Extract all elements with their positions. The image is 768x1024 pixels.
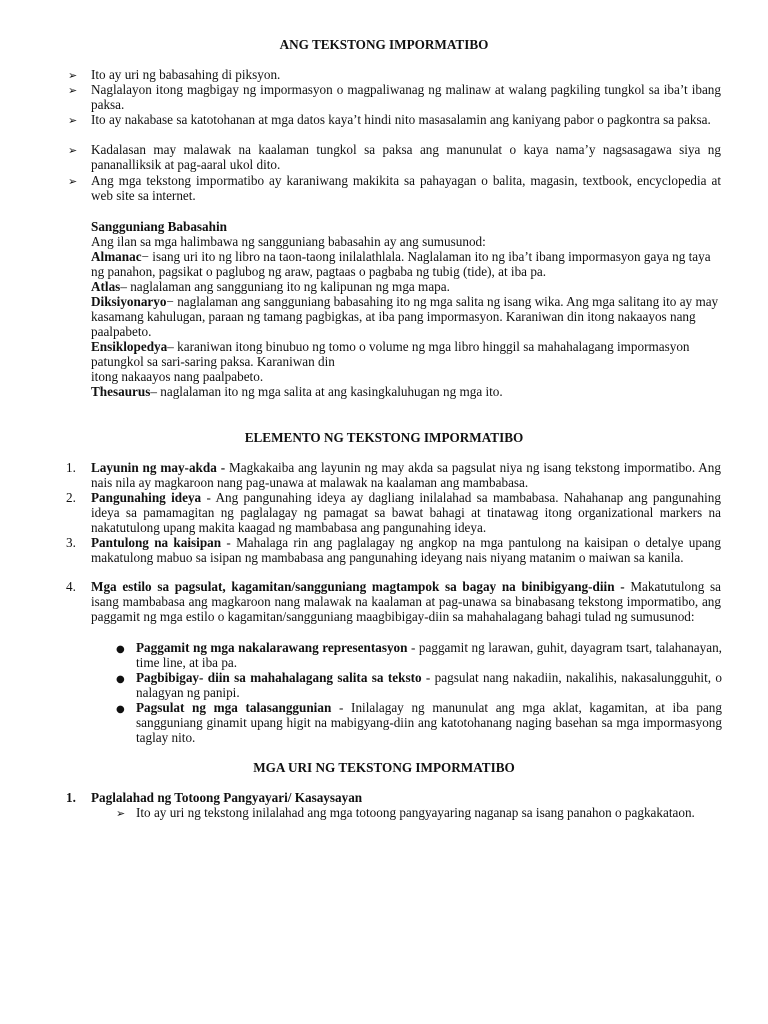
arrowhead-bullet-icon: ➢: [116, 807, 126, 820]
arrowhead-bullet-icon: ➢: [68, 114, 78, 127]
section-title: MGA URI NG TEKSTONG IMPORMATIBO: [253, 760, 515, 775]
definition-text: – naglalaman ito ng mga salita at ang kasingkaluhugan ng mga ito.: [150, 384, 503, 399]
definition-text: − naglalaman ang sangguniang babasahing ito ng mga salita ng isang wika. Ang mga salitang ito ay may kasamang kahulugan, paraan ng tamang pagbigkas, at iba pang impormasyon. Karaniwan din itong nakaayos nang paalpabeto.: [91, 294, 719, 339]
intro-bullet: Naglalayon itong magbigay ng impormasyon o magpaliwanag ng malinaw at walang pagkiling tungkol sa iba’t ibang paksa.: [91, 82, 721, 112]
definition-almanac: [91, 249, 721, 279]
arrowhead-bullet-icon: ➢: [68, 84, 78, 97]
item-text: Makatutulong sa isang mambabasa ang magkaroon nang malawak na kaalaman at pag-unawa sa binabasang tekstong impormatibo, ang paggamit ng mga estilo o kagamitan/sangguniang maagbibigay-diin sa mahahalagang bahagi tulad ng sumusunod:: [91, 579, 721, 624]
list-number: 1.: [66, 460, 76, 475]
round-bullet-icon: ●: [116, 674, 125, 685]
item-text: - paggamit ng larawan, guhit, dayagram tsart, talahanayan, time line, at iba pa.: [136, 640, 722, 670]
subpoint-item: [136, 670, 722, 700]
list-number: 1.: [66, 790, 76, 805]
term: Paggamit ng mga nakalarawang representasyon: [136, 640, 408, 655]
item-text: - Inilalagay ng manunulat ang mga aklat, kagamitan, at iba pang sangguniang ginamit upang higit na mabigyang-diin ang katotohanang naging basehan sa mga impormasyong taglay nito.: [136, 700, 722, 745]
definition-ensiklopedya: [91, 339, 721, 369]
term: Pagbibigay- diin sa mahahalagang salita sa teksto: [136, 670, 422, 685]
item-text: - Ang pangunahing ideya ay dagliang inilalahad sa mambabasa. Nahahanap ang pangunahing ideya sa pamamagitan ng paglalagay ng pamagat sa bawat bahagi at tinatawag itong organizational markers na nakatutulong upang makita kaagad ng mambabasa ang pangunahing ideya.: [91, 490, 721, 535]
term: Almanac: [91, 249, 142, 264]
uri-bullet: Ito ay uri ng tekstong inilalahad ang mga totoong pangyayaring naganap sa isang panahon o pagkakataon.: [136, 805, 695, 820]
term: Diksiyonaryo: [91, 294, 167, 309]
term: Ensiklopedya: [91, 339, 168, 354]
definition-thesaurus: [91, 384, 721, 399]
list-number: 4.: [66, 579, 76, 594]
element-item: [91, 490, 721, 535]
term: Thesaurus: [91, 384, 151, 399]
arrowhead-bullet-icon: ➢: [68, 69, 78, 82]
element-item: [91, 460, 721, 490]
subpoint-item: [136, 640, 722, 670]
page-title: ANG TEKSTONG IMPORMATIBO: [279, 37, 489, 52]
term: Layunin ng may-akda -: [91, 460, 226, 475]
definition-text: − isang uri ito ng libro na taon-taong inilalathlala. Naglalaman ito ng iba’t ibang impormasyon gaya ng taya ng panahon, pagsikat o paglubog ng araw, pagtaas o pagbaba ng tubig (tide), at iba pa.: [91, 249, 711, 279]
arrowhead-bullet-icon: ➢: [68, 175, 78, 188]
intro-bullet: Ito ay nakabase sa katotohanan at mga datos kaya’t hindi nito masasalamin ang kaniyang pabor o pagkontra sa paksa.: [91, 112, 711, 127]
reference-section: [91, 219, 721, 399]
definition-text: – naglalaman ang sangguniang ito ng kalipunan ng mga mapa.: [120, 279, 450, 294]
reference-intro: Ang ilan sa mga halimbawa ng sangguniang babasahin ay ang sumusunod:: [91, 234, 486, 249]
intro-bullet: Kadalasan may malawak na kaalaman tungkol sa paksa ang manunulat o kaya nama’y nagsasagawa siya ng pananalliksik at pag-aaral ukol dito.: [91, 142, 721, 172]
uri-heading: Paglalahad ng Totoong Pangyayari/ Kasaysayan: [91, 790, 363, 805]
element-item: [91, 579, 721, 624]
arrowhead-bullet-icon: ➢: [68, 144, 78, 157]
term: Pantulong na kaisipan: [91, 535, 222, 550]
term: Mga estilo sa pagsulat, kagamitan/sangguniang magtampok sa bagay na binibigyang-diin -: [91, 579, 625, 594]
intro-bullet: Ang mga tekstong impormatibo ay karaniwang makikita sa pahayagan o balita, magasin, textbook, encyclopedia at web site sa internet.: [91, 173, 721, 203]
round-bullet-icon: ●: [116, 644, 125, 655]
definition-ensiklopedya-cont: itong nakaayos nang paalpabeto.: [91, 369, 264, 384]
element-item: [91, 535, 721, 565]
term: Atlas: [91, 279, 121, 294]
section-title: ELEMENTO NG TEKSTONG IMPORMATIBO: [244, 430, 524, 445]
list-number: 3.: [66, 535, 76, 550]
term: Pagsulat ng mga talasanggunian: [136, 700, 332, 715]
intro-bullet: Ito ay uri ng babasahing di piksyon.: [91, 67, 281, 82]
round-bullet-icon: ●: [116, 704, 125, 715]
list-number: 2.: [66, 490, 76, 505]
reference-heading: Sangguniang Babasahin: [91, 219, 227, 234]
term: Pangunahing ideya: [91, 490, 202, 505]
subpoint-item: [136, 700, 722, 745]
item-text: - pagsulat nang nakadiin, nakalihis, nakasalungguhit, o nalagyan ng panipi.: [136, 670, 722, 700]
item-text: - Mahalaga rin ang paglalagay ng angkop na mga pantulong na kaisipan o detalye upang makatulong mabuo sa isipan ng mambabasa ang pangunahing ideyang nais niyang matanim o maiwan sa kanila.: [91, 535, 721, 565]
definition-diksiyonaryo: [91, 294, 721, 339]
definition-atlas: [91, 279, 721, 294]
definition-text: – karaniwan itong binubuo ng tomo o volume ng mga libro hinggil sa mahahalagang impormasyon patungkol sa sari-saring paksa. Karaniwan din: [91, 339, 690, 369]
item-text: Magkakaiba ang layunin ng may akda sa pagsulat niya ng isang tekstong impormatibo. Ang nais nila ay magkaroon nang pag-unawa at malawak na kaalaman ang mambabasa.: [91, 460, 721, 490]
